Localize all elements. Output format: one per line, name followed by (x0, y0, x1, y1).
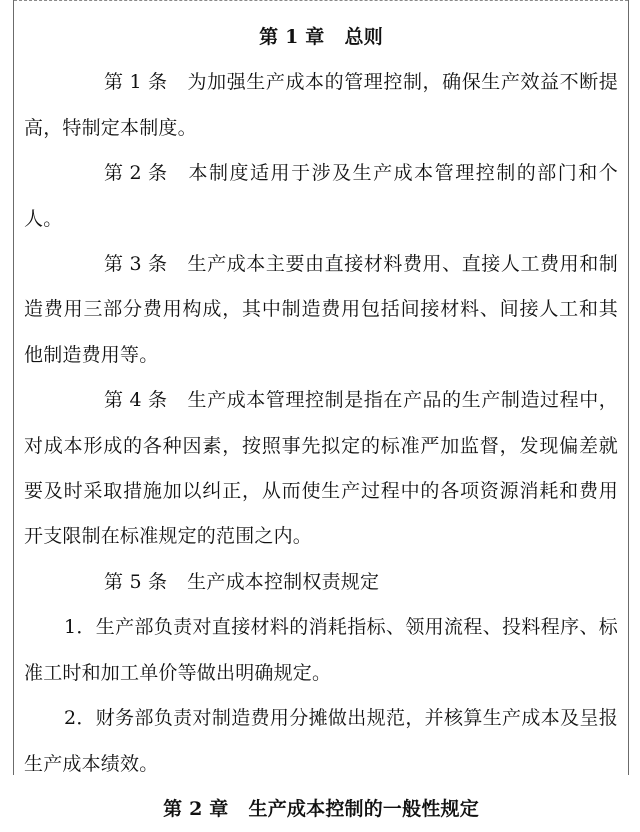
article-number: 第 2 条 (104, 162, 168, 185)
document-page (13, 0, 629, 820)
article-2 (24, 151, 618, 242)
chapter-1-heading (24, 15, 618, 60)
chapter-title: 总则 (344, 26, 383, 48)
article-4 (24, 378, 618, 560)
article-1 (24, 60, 618, 151)
clause-2 (24, 696, 618, 787)
chapter-2-heading (24, 787, 618, 832)
article-text: 为加强生产成本的管理控制，确保生产效益不断提高，特制定本制度。 (24, 71, 618, 139)
article-text: 生产成本控制权责规定 (187, 570, 380, 593)
article-3 (24, 242, 618, 378)
clause-text: 生产部负责对直接材料的消耗指标、领用流程、投料程序、标准工时和加工单价等做出明确规定。 (24, 616, 618, 684)
article-text: 生产成本主要由直接材料费用、直接人工费用和制造费用三部分费用构成，其中制造费用包括间接材料、间接人工和其他制造费用等。 (24, 253, 618, 366)
document-body (24, 15, 618, 832)
article-number: 第 3 条 (104, 253, 168, 276)
article-number: 第 1 条 (104, 71, 168, 94)
clause-text: 财务部负责对制造费用分摊做出规范，并核算生产成本及呈报生产成本绩效。 (24, 707, 618, 775)
chapter-number: 第 2 章 (163, 797, 229, 820)
article-number: 第 4 条 (104, 389, 168, 412)
article-5 (24, 560, 618, 605)
clause-1 (24, 605, 618, 696)
article-text: 生产成本管理控制是指在产品的生产制造过程中，对成本形成的各种因素，按照事先拟定的标准严加监督，发现偏差就要及时采取措施加以纠正，从而使生产过程中的各项资源消耗和费用开支限制在标准规定的范围之内。 (24, 389, 618, 548)
article-text: 本制度适用于涉及生产成本管理控制的部门和个人。 (24, 162, 618, 230)
page-top-edge (14, 0, 628, 4)
chapter-number: 第 1 章 (259, 26, 325, 48)
clause-number: 1． (64, 616, 96, 639)
article-number: 第 5 条 (104, 570, 168, 593)
chapter-title: 生产成本控制的一般性规定 (248, 797, 479, 820)
clause-number: 2． (64, 707, 96, 730)
